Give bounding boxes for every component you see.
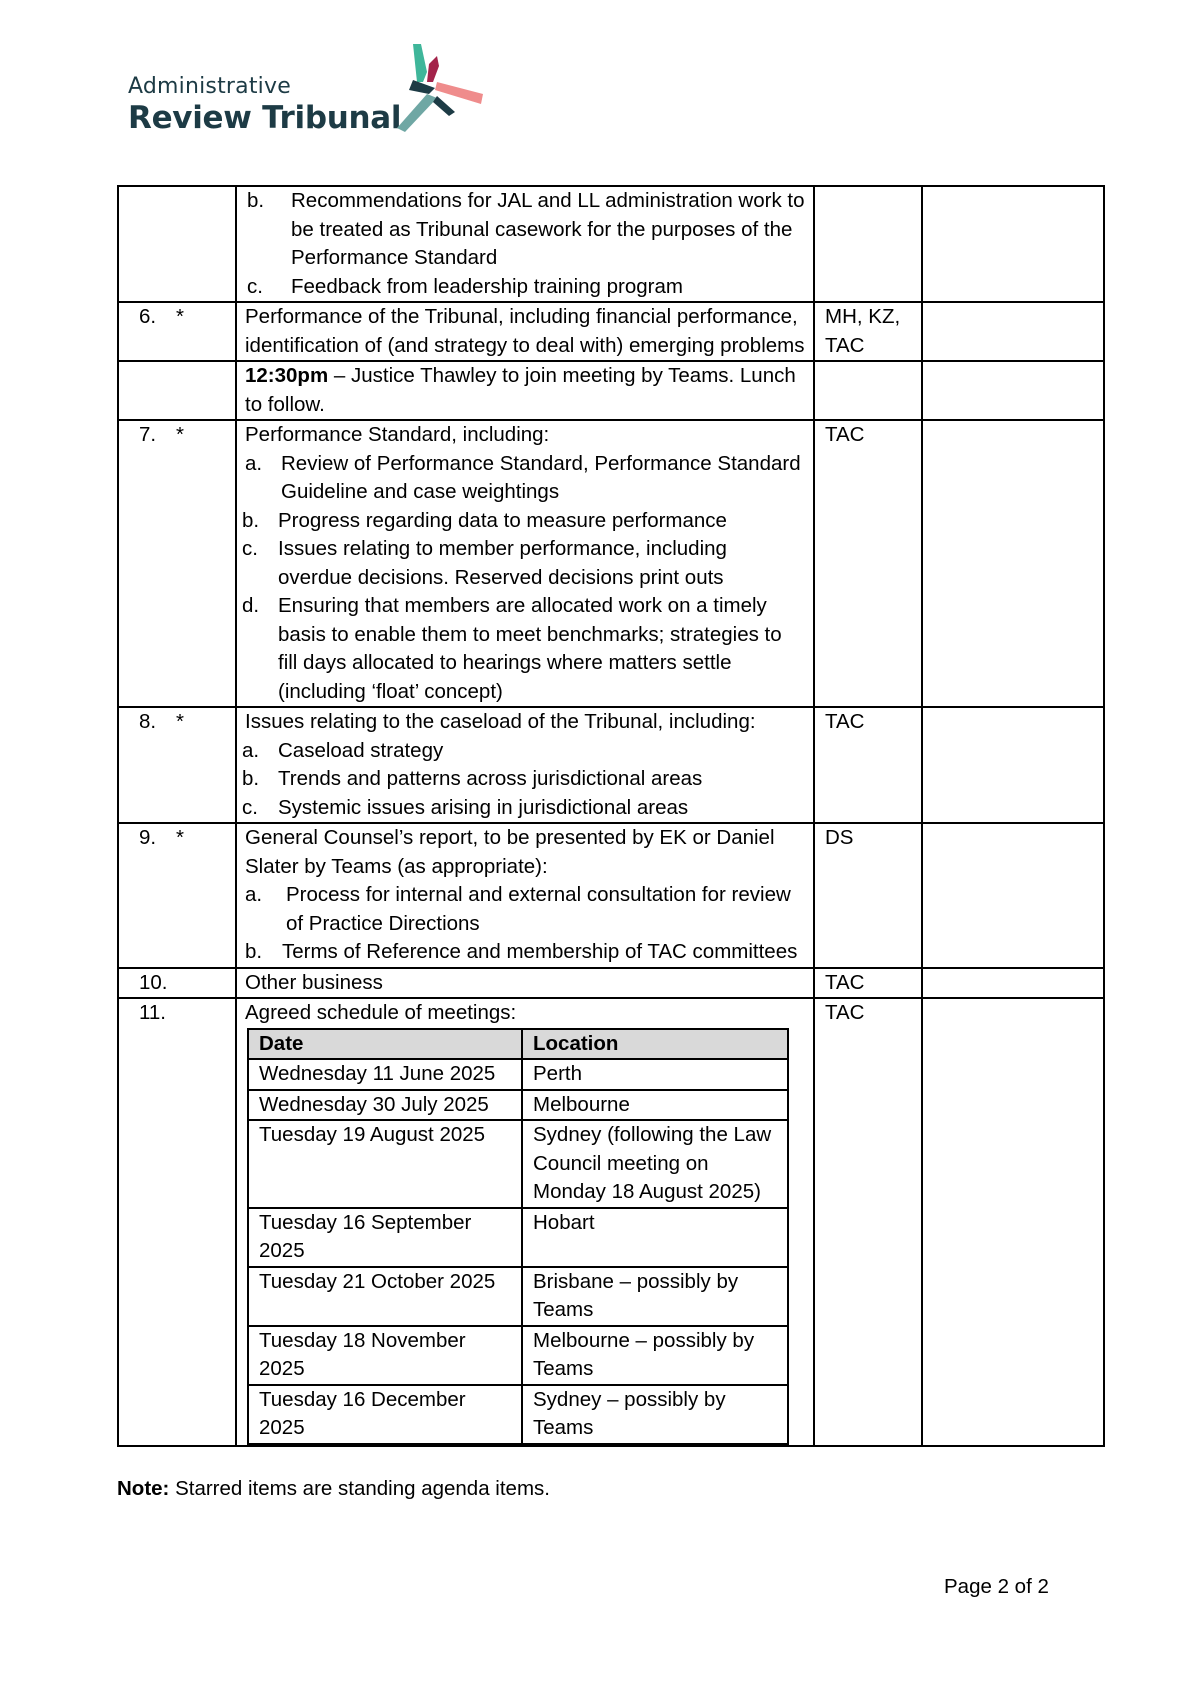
item-responsible: TAC: [814, 707, 922, 823]
tribunal-logo: [128, 42, 508, 152]
lunch-time: 12:30pm: [245, 364, 329, 387]
note-label: Note:: [117, 1477, 170, 1500]
item-responsible: DS: [814, 823, 922, 968]
list-item: a. Process for internal and external consultation for review of Practice Directions: [245, 883, 791, 935]
table-row: [248, 1059, 788, 1090]
schedule-location: Hobart: [522, 1208, 788, 1267]
item-number: 8.: [139, 710, 157, 733]
logo-text-review-tribunal: Review Tribunal: [128, 100, 402, 136]
agenda-row-11: [118, 998, 1104, 1446]
agenda-row-7: [118, 420, 1104, 707]
schedule-header-location: Location: [522, 1029, 788, 1060]
schedule-header-date: Date: [248, 1029, 522, 1060]
list-item: d. Ensuring that members are allocated work on a timely basis to enable them to meet benchmarks; strategies to fill days allocated to hearings where matters settle (including ‘float’ concept): [242, 594, 782, 703]
footnote: [117, 1475, 550, 1503]
schedule-date: Tuesday 16 December 2025: [248, 1385, 522, 1444]
item-number: 11.: [139, 1001, 166, 1024]
list-item: b. Progress regarding data to measure performance: [242, 508, 727, 532]
list-item: a. Caseload strategy: [242, 738, 444, 762]
schedule-location: Sydney – possibly by Teams: [522, 1385, 788, 1444]
item-number: 7.: [139, 423, 157, 446]
schedule-date: Tuesday 18 November 2025: [248, 1326, 522, 1385]
table-row: [248, 1326, 788, 1385]
logo-text-administrative: Administrative: [128, 74, 291, 99]
schedule-location: Melbourne: [522, 1090, 788, 1121]
schedule-location: Sydney (following the Law Council meeting on Monday 18 August 2025): [522, 1120, 788, 1208]
logo-mark-icon: [393, 42, 493, 142]
item-number: 9.: [139, 826, 157, 849]
list-item: b. Trends and patterns across jurisdictional areas: [242, 767, 703, 790]
agenda-row-10: [118, 968, 1104, 999]
item-number: 10.: [139, 970, 168, 994]
table-row: [248, 1385, 788, 1444]
lunch-text: – Justice Thawley to join meeting by Teams. Lunch to follow.: [245, 364, 796, 416]
standing-item-star: *: [176, 305, 184, 328]
list-item: c. Issues relating to member performance, including overdue decisions. Reserved decisions print outs: [242, 537, 727, 589]
standing-item-star: *: [176, 423, 184, 446]
schedule-date: Wednesday 11 June 2025: [248, 1059, 522, 1090]
page-number: Page 2 of 2: [944, 1575, 1049, 1598]
agenda-row-lunch: [118, 361, 1104, 420]
schedule-header-row: [248, 1029, 788, 1060]
agenda-row-8: [118, 707, 1104, 823]
schedule-date: Tuesday 19 August 2025: [248, 1120, 522, 1208]
schedule-date: Tuesday 21 October 2025: [248, 1267, 522, 1326]
item-text: Other business: [236, 968, 814, 999]
schedule-date: Tuesday 16 September 2025: [248, 1208, 522, 1267]
item-responsible: MH, KZ, TAC: [814, 302, 922, 361]
standing-item-star: *: [176, 826, 184, 849]
schedule-location: Perth: [522, 1059, 788, 1090]
list-item: b. Terms of Reference and membership of TAC committees: [245, 940, 798, 963]
item-number: 6.: [139, 305, 157, 328]
item-intro: Issues relating to the caseload of the Tribunal, including:: [245, 710, 756, 733]
schedule-location: Melbourne – possibly by Teams: [522, 1326, 788, 1385]
table-row: [248, 1120, 788, 1208]
list-item: b. Recommendations for JAL and LL administration work to be treated as Tribunal casework for the purposes of the Performance Standard: [247, 189, 805, 269]
item-intro: Performance Standard, including:: [245, 423, 550, 446]
table-row: [248, 1208, 788, 1267]
item-responsible: TAC: [814, 968, 922, 999]
list-item: a. Review of Performance Standard, Performance Standard Guideline and case weightings: [245, 451, 801, 503]
standing-item-star: *: [176, 710, 184, 733]
item-responsible: TAC: [814, 998, 922, 1446]
agenda-row-6: [118, 302, 1104, 361]
table-row: [248, 1090, 788, 1121]
list-item: c. Feedback from leadership training program: [247, 274, 683, 298]
meeting-schedule-table: [247, 1028, 789, 1445]
note-text: Starred items are standing agenda items.: [169, 1477, 550, 1500]
agenda-table: [117, 185, 1105, 1447]
table-row: [248, 1267, 788, 1326]
agenda-row-9: [118, 823, 1104, 968]
item-intro: Agreed schedule of meetings:: [245, 1001, 517, 1024]
schedule-location: Brisbane – possibly by Teams: [522, 1267, 788, 1326]
schedule-date: Wednesday 30 July 2025: [248, 1090, 522, 1121]
item-intro: General Counsel’s report, to be presented by EK or Daniel Slater by Teams (as appropriate):: [245, 826, 775, 878]
list-item: c. Systemic issues arising in jurisdictional areas: [242, 795, 689, 819]
item-text: Performance of the Tribunal, including financial performance, identification of (and strategy to deal with) emerging problems: [236, 302, 814, 361]
agenda-row-continuation: [118, 186, 1104, 302]
item-responsible: TAC: [814, 420, 922, 707]
